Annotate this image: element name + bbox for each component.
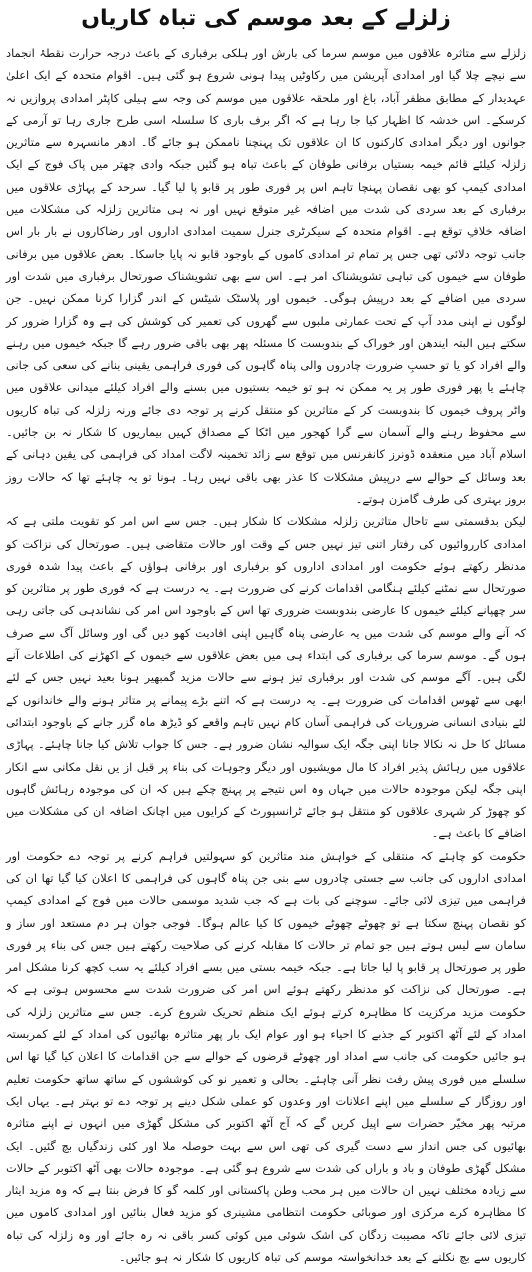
article-paragraph-2: لیکن بدقسمتی سے تاحال متاثرین زلزلہ مشکلات کا شکار ہیں۔ جس سے اس امر کو تقویت ملتی ہے کہ امدادی کارروائیوں کی رفتار اتنی تیز نہیں جس کے وقت اور حالات متقاضی ہیں۔ صورتحال کی نزاکت کو مدنظر رکھتے ہوئے حکومت اور امدادی اداروں کو برفباری اور برفانی ہواؤں کے باعث پیدا شدہ فوری صورتحال سے نمٹنے کیلئے ہنگامی اقدامات کرنے کی ضرورت ہے۔ یہ درست ہے کہ فوری طور پر متاثرین کو سر چھپانے کیلئے خیموں کا عارضی بندوبست ضروری تھا اس کے باوجود اس امر کی نشاندہی کی جاتی رہی کہ آنے والے موسم کی شدت میں یہ عارضی پناہ گاہیں اپنی افادیت کھو دیں گی اور وسائل آگ سے صرف ہوں گے۔ موسم سرما کی برفباری کی ابتداء ہی میں بعض علاقوں سے خیموں کے اکھڑنے کی اطلاعات آنے لگی ہیں۔ آگے موسم کی شدت اور برفباری تیز ہونے سے حالات مزید گمبھیر ہونا بعید نہیں جس کے لئے ابھی سے ٹھوس اقدامات کی ضرورت ہے۔ یہ درست ہے کہ اتنے بڑے پیمانے پر متاثر ہونے والے خاندانوں کے لئے بنیادی انسانی ضروریات کی فراہمی آسان کام نہیں تاہم واقعے کو ڈیڑھ ماہ گزر جانے کے باوجود ابتدائی مسائل کا حل نہ نکالا جانا اپنی جگہ ایک سوالیہ نشان ضرور ہے۔ جس کا جواب تلاش کیا جانا چاہئے۔ پہاڑی علاقوں میں رہائش پذیر افراد کا مال مویشیوں اور دیگر وجوہات کی بناء پر قبل از یں نقل مکانی سے انکار اپنی جگہ لیکن موجودہ حالات میں جہاں وہ اس نتیجے پر پہنچ چکے ہیں کہ ان کی موجودہ رہائش گاہوں کو چھوڑ کر شہری علاقوں کو منتقل ہو جائے ٹرانسپورٹ کے کرایوں میں اچانک اضافہ ان کی مشکلات میں اضافے کا باعث ہے۔ bbox=[6, 514, 526, 841]
article-paragraph-3: حکومت کو چاہئے کہ منتقلی کے خواہش مند متاثرین کو سہولتیں فراہم کرنے پر توجہ دے حکومت اور امدادی اداروں کی جانب سے جستی چادروں سے بنی جن پناہ گاہوں کی فراہمی کا اعلان کیا گیا تھا ان کی فراہمی میں تیزی لائی جائے۔ سوچنے کی بات ہے کہ جب شدید موسمی حالات میں فوج کے امدادی کیمپ کو نقصان پہنچ سکتا ہے تو چھوٹے چھوٹے خیموں کا کیا عالم ہوگا۔ فوجی جوان ہر دم مستعد اور ساز و سامان سے لیس ہوتے ہیں جو تمام تر حالات کا مقابلہ کرنے کی صلاحیت رکھتے ہیں جس کی بناء پر فوری طور پر صورتحال پر قابو پا لیا جاتا ہے۔ جبکہ خیمہ بستی میں بسے افراد کیلئے یہ سب کچھ کرنا مشکل امر ہے۔ صورتحال کی نزاکت کو مدنظر رکھتے ہوئے اس امر کی ضرورت شدت سے محسوس ہوتی ہے کہ حکومت مزید مرکزیت کا مظاہرہ کرتے ہوئے ایک منظم تحریک شروع کرے۔ جس سے متاثرین زلزلہ کی امداد کے لئے آٹھ اکتوبر کے جذبے کا احیاء ہو اور عوام ایک بار پھر متاثرہ بھائیوں کی امداد کے لئے کمربستہ ہو جائیں حکومت کی جانب سے امداد اور چھوٹے قرضوں کے حوالے سے جن اقدامات کا اعلان کیا گیا تھا اس سلسلے میں فوری پیش رفت نظر آنی چاہئے۔ بحالی و تعمیر نو کی کوششوں کے ساتھ ساتھ حکومت تعلیم اور روزگار کے سلسلے میں اپنے اعلانات اور وعدوں کو عملی شکل دینے پر توجہ دے تو بہتر ہے۔ یہاں ایک مرتبہ پھر مخیّر حضرات سے اپیل کریں گے کہ آج آٹھ اکتوبر کی مشکل گھڑی میں انہوں نے اپنے متاثرہ بھائیوں کی جس انداز سے دست گیری کی تھی اس سے بہت حوصلہ ملا اور کئی زندگیاں بچ گئیں۔ ایک مشکل گھڑی طوفان و باد و باراں کی شدت سے شروع ہو گئی ہے۔ موجودہ حالات بھی آٹھ اکتوبر کے حالات سے زیادہ مختلف نہیں ان حالات میں ہر محب وطن پاکستانی اور کلمہ گو کا فرض بنتا ہے کہ وہ مزید ایثار کا مظاہرہ کرے مرکزی اور صوبائی حکومت انتظامی مشینری کو مزید فعال بنائیں اور امدادی کاموں میں تیزی لائی جائے تاکہ مصیبت زدگان کی اشک شوئی میں کوئی کسر باقی نہ رہ جائے اور وہ زلزلہ کی تباہ کاریوں سے بچ نکلنے کے بعد خدانخواستہ موسم کی تباہ کاریوں کا شکار نہ ہو جائیں۔ bbox=[6, 848, 526, 1265]
article-paragraph-1: زلزلے سے متاثرہ علاقوں میں موسم سرما کی بارش اور ہلکی برفباری کے باعث درجہ حرارت نقطۂ انجماد سے نیچے چلا گیا اور امدادی آپریشن میں رکاوٹیں پیدا ہونی شروع ہو گئی ہیں۔ اقوام متحدہ کے ایک اعلیٰ عہدیدار کے مطابق مظفر آباد، باغ اور ملحقہ علاقوں میں موسم کی وجہ سے ہیلی کاپٹر امدادی پروازیں نہ کرسکے۔ اس خدشہ کا اظہار کیا جا رہا ہے کہ اگر برف باری کا سلسلہ اسی طرح جاری رہا تو آرمی کے جوانوں اور دیگر امدادی کارکنوں کا ان علاقوں تک پہنچنا ناممکن ہو جائے گا۔ ادھر مانسہرہ سے متاثرین زلزلہ کیلئے قائم خیمہ بستیاں برفانی طوفان کے باعث تباہ ہو گئیں جبکہ وادی چھتر میں پاک فوج کے ایک امدادی کیمپ کو بھی نقصان پہنچا تاہم اس پر فوری طور پر قابو پا لیا گیا۔ سرحد کے پہاڑی علاقوں میں برفباری کے بعد سردی کی شدت میں اضافہ غیر متوقع نہیں اور نہ ہی متاثرین زلزلہ کی مشکلات میں اضافہ خلافِ توقع ہے۔ اقوام متحدہ کے سیکرٹری جنرل سمیت امدادی اداروں اور رضاکاروں نے بار بار اس جانب توجہ دلائی تھی جس پر تمام تر امدادی کاموں کے باوجود قابو نہ پایا جاسکا۔ بعض علاقوں میں برفانی طوفان سے خیموں کی تباہی تشویشناک امر ہے۔ اس سے بھی تشویشناک صورتحال برفباری میں شدت اور سردی میں اضافے کے بعد درپیش ہوگی۔ خیموں اور پلاسٹک شیٹس کے اندر گزارا کرنا ممکن نہیں۔ جن لوگوں نے اپنی مدد آپ کے تحت عمارتی ملبوں سے گھروں کی تعمیر کی کوشش کی ہے وہ گزارا ضرور کر سکتے ہیں البتہ ایندھن اور خوراک کے بندوبست کا مسئلہ پھر بھی باقی ضرور رہے گا جبکہ خیموں میں رہنے والے افراد کو یا تو حسبِ ضرورت چادروں والی پناہ گاہوں کی فوری فراہمی یقینی بنانے کی سعی کی جانی چاہئے یا پھر فوری طور پر یہ ممکن نہ ہو تو خیمہ بستیوں میں بسنے والے افراد کیلئے میدانی علاقوں میں واٹر پروف خیموں کا بندوبست کر کے متاثرین کو منتقل کرنے پر توجہ دی جائے ورنہ زلزلہ کی تباہ کاریوں سے محفوظ رہنے والے آسمان سے گرا کھجور میں اٹکا کے مصداق کہیں بیماریوں کا شکار نہ بن جائیں۔ اسلام آباد میں منعقدہ ڈونرز کانفرنس میں توقع سے زائد تخمینہ لاگت امداد کی فراہمی کی یقین دہانی کے بعد وسائل کے حوالے سے درپیش مشکلات کا عذر بھی باقی نہیں رہا۔ ہونا تو یہ چاہئے تھا کہ حالات روز بروز بہتری کی طرف گامزن ہوتے۔ bbox=[6, 46, 526, 506]
article-body bbox=[6, 42, 526, 1268]
article-headline: زلزلے کے بعد موسم کی تباہ کاریاں bbox=[81, 6, 451, 31]
